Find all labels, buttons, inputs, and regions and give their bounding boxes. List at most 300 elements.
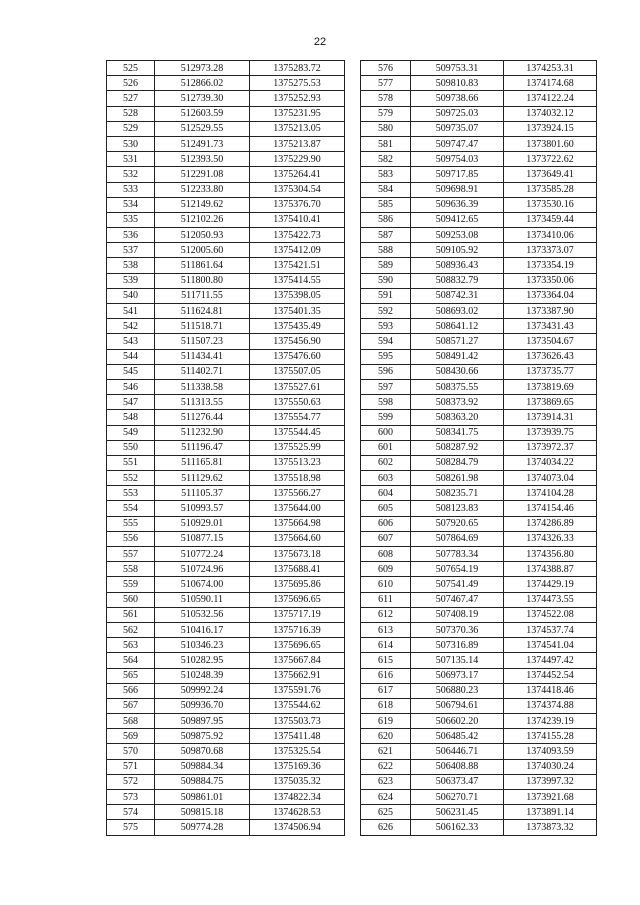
point-number-cell: 577 — [361, 76, 411, 91]
point-number-cell: 563 — [107, 638, 155, 653]
point-number-cell: 567 — [107, 698, 155, 713]
y-coordinate-cell: 1375716.39 — [250, 622, 345, 637]
point-number-cell: 618 — [361, 698, 411, 713]
y-coordinate-cell: 1375695.86 — [250, 577, 345, 592]
table-row — [361, 395, 597, 410]
table-row — [107, 197, 345, 212]
point-number-cell: 540 — [107, 288, 155, 303]
table-row — [107, 349, 345, 364]
table-row — [107, 744, 345, 759]
point-number-cell: 596 — [361, 364, 411, 379]
point-number-cell: 557 — [107, 547, 155, 562]
table-row — [361, 790, 597, 805]
y-coordinate-cell: 1375664.60 — [250, 531, 345, 546]
x-coordinate-cell: 507864.69 — [411, 531, 504, 546]
point-number-cell: 608 — [361, 547, 411, 562]
point-number-cell: 623 — [361, 774, 411, 789]
y-coordinate-cell: 1375325.54 — [250, 744, 345, 759]
y-coordinate-cell: 1374418.46 — [504, 683, 597, 698]
table-row — [361, 410, 597, 425]
table-row — [361, 805, 597, 820]
x-coordinate-cell: 509717.85 — [411, 167, 504, 182]
point-number-cell: 556 — [107, 531, 155, 546]
table-row — [107, 531, 345, 546]
x-coordinate-cell: 511105.37 — [155, 486, 250, 501]
y-coordinate-cell: 1373504.67 — [504, 334, 597, 349]
y-coordinate-cell: 1373873.32 — [504, 820, 597, 835]
x-coordinate-cell: 511507.23 — [155, 334, 250, 349]
x-coordinate-cell: 512393.50 — [155, 152, 250, 167]
point-number-cell: 554 — [107, 501, 155, 516]
point-number-cell: 580 — [361, 121, 411, 136]
y-coordinate-cell: 1373626.43 — [504, 349, 597, 364]
x-coordinate-cell: 512005.60 — [155, 243, 250, 258]
x-coordinate-cell: 507541.49 — [411, 577, 504, 592]
y-coordinate-cell: 1374093.59 — [504, 744, 597, 759]
y-coordinate-cell: 1375554.77 — [250, 410, 345, 425]
x-coordinate-cell: 507467.47 — [411, 592, 504, 607]
point-number-cell: 545 — [107, 364, 155, 379]
x-coordinate-cell: 512739.30 — [155, 91, 250, 106]
point-number-cell: 603 — [361, 471, 411, 486]
y-coordinate-cell: 1374497.42 — [504, 653, 597, 668]
table-row — [107, 638, 345, 653]
point-number-cell: 576 — [361, 61, 411, 76]
x-coordinate-cell: 507920.65 — [411, 516, 504, 531]
table-row — [107, 273, 345, 288]
y-coordinate-cell: 1375169.36 — [250, 759, 345, 774]
x-coordinate-cell: 509992.24 — [155, 683, 250, 698]
table-row — [107, 714, 345, 729]
y-coordinate-cell: 1374253.31 — [504, 61, 597, 76]
y-coordinate-cell: 1375435.49 — [250, 319, 345, 334]
table-row — [107, 228, 345, 243]
y-coordinate-cell: 1374374.88 — [504, 698, 597, 713]
x-coordinate-cell: 510772.24 — [155, 547, 250, 562]
table-row — [361, 273, 597, 288]
table-row — [361, 152, 597, 167]
x-coordinate-cell: 509870.68 — [155, 744, 250, 759]
table-row — [107, 212, 345, 227]
table-row — [107, 61, 345, 76]
table-row — [361, 197, 597, 212]
point-number-cell: 546 — [107, 379, 155, 394]
y-coordinate-cell: 1375644.00 — [250, 501, 345, 516]
x-coordinate-cell: 508284.79 — [411, 455, 504, 470]
point-number-cell: 568 — [107, 714, 155, 729]
table-row — [361, 774, 597, 789]
x-coordinate-cell: 511276.44 — [155, 410, 250, 425]
x-coordinate-cell: 511232.90 — [155, 425, 250, 440]
x-coordinate-cell: 509412.65 — [411, 212, 504, 227]
x-coordinate-cell: 509698.91 — [411, 182, 504, 197]
point-number-cell: 538 — [107, 258, 155, 273]
x-coordinate-cell: 511338.58 — [155, 379, 250, 394]
y-coordinate-cell: 1375213.87 — [250, 136, 345, 151]
x-coordinate-cell: 506794.61 — [411, 698, 504, 713]
point-number-cell: 602 — [361, 455, 411, 470]
point-number-cell: 529 — [107, 121, 155, 136]
x-coordinate-cell: 508235.71 — [411, 486, 504, 501]
y-coordinate-cell: 1374541.04 — [504, 638, 597, 653]
x-coordinate-cell: 506880.23 — [411, 683, 504, 698]
x-coordinate-cell: 509875.92 — [155, 729, 250, 744]
table-row — [107, 167, 345, 182]
table-row — [361, 531, 597, 546]
point-number-cell: 525 — [107, 61, 155, 76]
y-coordinate-cell: 1375717.19 — [250, 607, 345, 622]
x-coordinate-cell: 510416.17 — [155, 622, 250, 637]
x-coordinate-cell: 511800.80 — [155, 273, 250, 288]
y-coordinate-cell: 1375401.35 — [250, 304, 345, 319]
y-coordinate-cell: 1373997.32 — [504, 774, 597, 789]
y-coordinate-cell: 1375422.73 — [250, 228, 345, 243]
y-coordinate-cell: 1373914.31 — [504, 410, 597, 425]
table-row — [361, 729, 597, 744]
y-coordinate-cell: 1374522.08 — [504, 607, 597, 622]
table-row — [107, 622, 345, 637]
x-coordinate-cell: 507370.36 — [411, 622, 504, 637]
x-coordinate-cell: 509725.03 — [411, 106, 504, 121]
point-number-cell: 625 — [361, 805, 411, 820]
point-number-cell: 604 — [361, 486, 411, 501]
point-number-cell: 582 — [361, 152, 411, 167]
x-coordinate-cell: 510993.57 — [155, 501, 250, 516]
point-number-cell: 615 — [361, 653, 411, 668]
table-row — [107, 91, 345, 106]
y-coordinate-cell: 1375513.23 — [250, 455, 345, 470]
y-coordinate-cell: 1375035.32 — [250, 774, 345, 789]
table-row — [107, 106, 345, 121]
table-row — [107, 805, 345, 820]
y-coordinate-cell: 1373972.37 — [504, 440, 597, 455]
y-coordinate-cell: 1374506.94 — [250, 820, 345, 835]
table-row — [361, 319, 597, 334]
point-number-cell: 619 — [361, 714, 411, 729]
y-coordinate-cell: 1373350.06 — [504, 273, 597, 288]
table-row — [361, 349, 597, 364]
point-number-cell: 535 — [107, 212, 155, 227]
table-row — [361, 288, 597, 303]
x-coordinate-cell: 506373.47 — [411, 774, 504, 789]
x-coordinate-cell: 509735.07 — [411, 121, 504, 136]
x-coordinate-cell: 512866.02 — [155, 76, 250, 91]
point-number-cell: 583 — [361, 167, 411, 182]
y-coordinate-cell: 1375667.84 — [250, 653, 345, 668]
y-coordinate-cell: 1374286.89 — [504, 516, 597, 531]
y-coordinate-cell: 1375544.62 — [250, 698, 345, 713]
x-coordinate-cell: 512050.93 — [155, 228, 250, 243]
y-coordinate-cell: 1375304.54 — [250, 182, 345, 197]
point-number-cell: 587 — [361, 228, 411, 243]
table-row — [361, 653, 597, 668]
x-coordinate-cell: 509754.03 — [411, 152, 504, 167]
y-coordinate-cell: 1375503.73 — [250, 714, 345, 729]
point-number-cell: 593 — [361, 319, 411, 334]
table-row — [361, 562, 597, 577]
y-coordinate-cell: 1375566.27 — [250, 486, 345, 501]
y-coordinate-cell: 1373387.90 — [504, 304, 597, 319]
table-row — [361, 607, 597, 622]
x-coordinate-cell: 512491.73 — [155, 136, 250, 151]
x-coordinate-cell: 509753.31 — [411, 61, 504, 76]
x-coordinate-cell: 507316.89 — [411, 638, 504, 653]
y-coordinate-cell: 1373735.77 — [504, 364, 597, 379]
point-number-cell: 611 — [361, 592, 411, 607]
x-coordinate-cell: 506485.42 — [411, 729, 504, 744]
y-coordinate-cell: 1374174.68 — [504, 76, 597, 91]
point-number-cell: 534 — [107, 197, 155, 212]
y-coordinate-cell: 1375525.99 — [250, 440, 345, 455]
y-coordinate-cell: 1375421.51 — [250, 258, 345, 273]
y-coordinate-cell: 1375252.93 — [250, 91, 345, 106]
point-number-cell: 598 — [361, 395, 411, 410]
point-number-cell: 527 — [107, 91, 155, 106]
x-coordinate-cell: 508491.42 — [411, 349, 504, 364]
coordinates-table-right — [360, 60, 597, 836]
x-coordinate-cell: 509815.18 — [155, 805, 250, 820]
point-number-cell: 574 — [107, 805, 155, 820]
point-number-cell: 586 — [361, 212, 411, 227]
x-coordinate-cell: 508936.43 — [411, 258, 504, 273]
x-coordinate-cell: 511434.41 — [155, 349, 250, 364]
y-coordinate-cell: 1375673.18 — [250, 547, 345, 562]
y-coordinate-cell: 1374154.46 — [504, 501, 597, 516]
y-coordinate-cell: 1373819.69 — [504, 379, 597, 394]
point-number-cell: 606 — [361, 516, 411, 531]
y-coordinate-cell: 1374356.80 — [504, 547, 597, 562]
y-coordinate-cell: 1374239.19 — [504, 714, 597, 729]
table-row — [361, 76, 597, 91]
x-coordinate-cell: 507408.19 — [411, 607, 504, 622]
table-row — [361, 714, 597, 729]
x-coordinate-cell: 508742.31 — [411, 288, 504, 303]
table-row — [361, 440, 597, 455]
y-coordinate-cell: 1374155.28 — [504, 729, 597, 744]
x-coordinate-cell: 509884.75 — [155, 774, 250, 789]
table-row — [361, 364, 597, 379]
y-coordinate-cell: 1375213.05 — [250, 121, 345, 136]
y-coordinate-cell: 1374537.74 — [504, 622, 597, 637]
table-row — [107, 379, 345, 394]
x-coordinate-cell: 508693.02 — [411, 304, 504, 319]
y-coordinate-cell: 1374429.19 — [504, 577, 597, 592]
y-coordinate-cell: 1375507.05 — [250, 364, 345, 379]
y-coordinate-cell: 1375283.72 — [250, 61, 345, 76]
point-number-cell: 601 — [361, 440, 411, 455]
point-number-cell: 590 — [361, 273, 411, 288]
table-row — [361, 167, 597, 182]
point-number-cell: 528 — [107, 106, 155, 121]
point-number-cell: 549 — [107, 425, 155, 440]
table-row — [107, 471, 345, 486]
y-coordinate-cell: 1375696.65 — [250, 592, 345, 607]
table-row — [361, 577, 597, 592]
point-number-cell: 562 — [107, 622, 155, 637]
x-coordinate-cell: 508571.27 — [411, 334, 504, 349]
x-coordinate-cell: 509861.01 — [155, 790, 250, 805]
table-row — [361, 61, 597, 76]
y-coordinate-cell: 1374122.24 — [504, 91, 597, 106]
point-number-cell: 548 — [107, 410, 155, 425]
y-coordinate-cell: 1375544.45 — [250, 425, 345, 440]
point-number-cell: 585 — [361, 197, 411, 212]
x-coordinate-cell: 511518.71 — [155, 319, 250, 334]
y-coordinate-cell: 1373722.62 — [504, 152, 597, 167]
table-row — [361, 471, 597, 486]
table-row — [107, 243, 345, 258]
y-coordinate-cell: 1375550.63 — [250, 395, 345, 410]
x-coordinate-cell: 508341.75 — [411, 425, 504, 440]
table-row — [107, 759, 345, 774]
x-coordinate-cell: 508363.20 — [411, 410, 504, 425]
y-coordinate-cell: 1375412.09 — [250, 243, 345, 258]
table-row — [107, 547, 345, 562]
point-number-cell: 609 — [361, 562, 411, 577]
y-coordinate-cell: 1375527.61 — [250, 379, 345, 394]
table-row — [361, 547, 597, 562]
y-coordinate-cell: 1375398.05 — [250, 288, 345, 303]
point-number-cell: 553 — [107, 486, 155, 501]
table-row — [361, 136, 597, 151]
point-number-cell: 531 — [107, 152, 155, 167]
table-row — [361, 486, 597, 501]
point-number-cell: 572 — [107, 774, 155, 789]
page-number: 22 — [313, 36, 327, 48]
x-coordinate-cell: 512291.08 — [155, 167, 250, 182]
y-coordinate-cell: 1375376.70 — [250, 197, 345, 212]
table-row — [361, 638, 597, 653]
y-coordinate-cell: 1373410.06 — [504, 228, 597, 243]
y-coordinate-cell: 1375231.95 — [250, 106, 345, 121]
y-coordinate-cell: 1374104.28 — [504, 486, 597, 501]
point-number-cell: 624 — [361, 790, 411, 805]
y-coordinate-cell: 1373431.43 — [504, 319, 597, 334]
x-coordinate-cell: 511402.71 — [155, 364, 250, 379]
y-coordinate-cell: 1374030.24 — [504, 759, 597, 774]
y-coordinate-cell: 1375411.48 — [250, 729, 345, 744]
y-coordinate-cell: 1373354.19 — [504, 258, 597, 273]
y-coordinate-cell: 1375518.98 — [250, 471, 345, 486]
y-coordinate-cell: 1375456.90 — [250, 334, 345, 349]
point-number-cell: 584 — [361, 182, 411, 197]
y-coordinate-cell: 1373891.14 — [504, 805, 597, 820]
y-coordinate-cell: 1374473.55 — [504, 592, 597, 607]
x-coordinate-cell: 506602.20 — [411, 714, 504, 729]
y-coordinate-cell: 1373364.04 — [504, 288, 597, 303]
y-coordinate-cell: 1373921.68 — [504, 790, 597, 805]
y-coordinate-cell: 1375664.98 — [250, 516, 345, 531]
y-coordinate-cell: 1375696.65 — [250, 638, 345, 653]
x-coordinate-cell: 511313.55 — [155, 395, 250, 410]
y-coordinate-cell: 1374326.33 — [504, 531, 597, 546]
x-coordinate-cell: 506973.17 — [411, 668, 504, 683]
y-coordinate-cell: 1375414.55 — [250, 273, 345, 288]
point-number-cell: 564 — [107, 653, 155, 668]
table-row — [107, 592, 345, 607]
table-row — [107, 577, 345, 592]
table-row — [107, 455, 345, 470]
table-row — [107, 182, 345, 197]
table-row — [107, 774, 345, 789]
point-number-cell: 565 — [107, 668, 155, 683]
table-row — [361, 334, 597, 349]
table-row — [107, 516, 345, 531]
table-row — [107, 562, 345, 577]
point-number-cell: 533 — [107, 182, 155, 197]
y-coordinate-cell: 1373939.75 — [504, 425, 597, 440]
x-coordinate-cell: 506231.45 — [411, 805, 504, 820]
x-coordinate-cell: 512603.59 — [155, 106, 250, 121]
point-number-cell: 622 — [361, 759, 411, 774]
table-row — [107, 440, 345, 455]
point-number-cell: 550 — [107, 440, 155, 455]
coordinates-table-left — [106, 60, 345, 836]
point-number-cell: 547 — [107, 395, 155, 410]
x-coordinate-cell: 509747.47 — [411, 136, 504, 151]
point-number-cell: 569 — [107, 729, 155, 744]
table-row — [361, 668, 597, 683]
table-row — [107, 653, 345, 668]
x-coordinate-cell: 511624.81 — [155, 304, 250, 319]
table-row — [107, 364, 345, 379]
x-coordinate-cell: 509897.95 — [155, 714, 250, 729]
point-number-cell: 579 — [361, 106, 411, 121]
y-coordinate-cell: 1375410.41 — [250, 212, 345, 227]
point-number-cell: 561 — [107, 607, 155, 622]
table-row — [361, 106, 597, 121]
x-coordinate-cell: 509810.83 — [411, 76, 504, 91]
point-number-cell: 526 — [107, 76, 155, 91]
x-coordinate-cell: 508373.92 — [411, 395, 504, 410]
x-coordinate-cell: 508832.79 — [411, 273, 504, 288]
point-number-cell: 626 — [361, 820, 411, 835]
point-number-cell: 575 — [107, 820, 155, 835]
point-number-cell: 530 — [107, 136, 155, 151]
x-coordinate-cell: 512102.26 — [155, 212, 250, 227]
table-row — [361, 379, 597, 394]
table-row — [361, 121, 597, 136]
point-number-cell: 617 — [361, 683, 411, 698]
table-row — [107, 258, 345, 273]
table-row — [107, 425, 345, 440]
point-number-cell: 581 — [361, 136, 411, 151]
y-coordinate-cell: 1374034.22 — [504, 455, 597, 470]
table-row — [361, 759, 597, 774]
table-row — [107, 486, 345, 501]
table-row — [107, 76, 345, 91]
point-number-cell: 566 — [107, 683, 155, 698]
table-row — [361, 243, 597, 258]
table-row — [107, 683, 345, 698]
table-row — [107, 395, 345, 410]
point-number-cell: 541 — [107, 304, 155, 319]
y-coordinate-cell: 1374073.04 — [504, 471, 597, 486]
x-coordinate-cell: 509253.08 — [411, 228, 504, 243]
point-number-cell: 620 — [361, 729, 411, 744]
x-coordinate-cell: 512529.55 — [155, 121, 250, 136]
x-coordinate-cell: 512149.62 — [155, 197, 250, 212]
y-coordinate-cell: 1373373.07 — [504, 243, 597, 258]
x-coordinate-cell: 508641.12 — [411, 319, 504, 334]
table-row — [107, 319, 345, 334]
point-number-cell: 612 — [361, 607, 411, 622]
x-coordinate-cell: 512973.28 — [155, 61, 250, 76]
point-number-cell: 595 — [361, 349, 411, 364]
table-row — [107, 698, 345, 713]
table-row — [361, 744, 597, 759]
x-coordinate-cell: 510674.00 — [155, 577, 250, 592]
